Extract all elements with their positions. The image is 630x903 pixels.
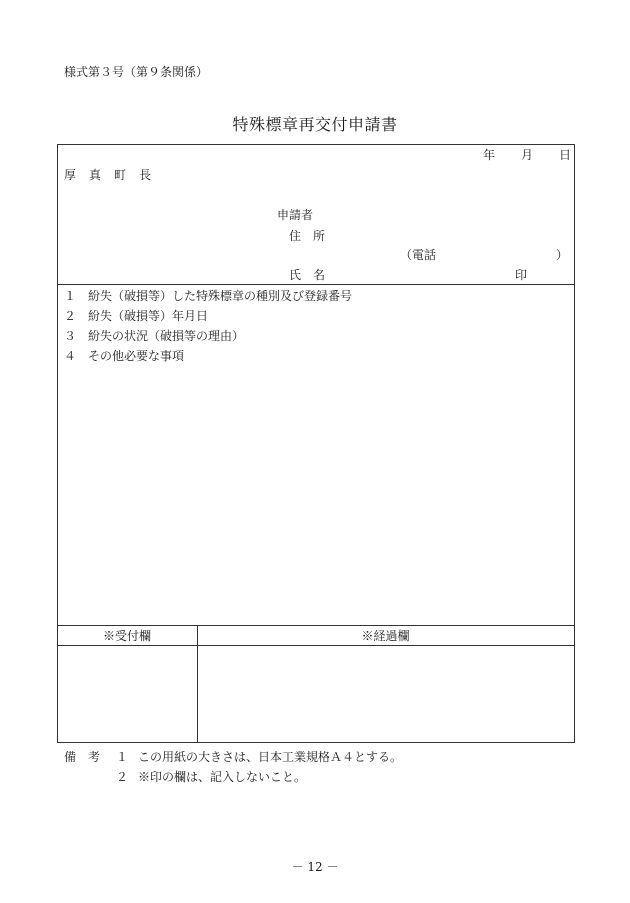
list-item bbox=[64, 310, 208, 322]
document-title: 特殊標章再交付申請書 bbox=[232, 115, 398, 134]
address-label: 住 所 bbox=[289, 229, 326, 243]
list-item bbox=[64, 330, 244, 342]
month-label: 月 bbox=[521, 148, 534, 162]
list-item bbox=[64, 290, 352, 302]
item-number: ３ bbox=[64, 329, 77, 343]
item-text: その他必要な事項 bbox=[88, 349, 185, 363]
phone-label: （電話 bbox=[400, 248, 437, 262]
progress-column-header: ※経過欄 bbox=[361, 629, 410, 643]
page-number: － 12 － bbox=[291, 860, 339, 874]
list-item bbox=[64, 350, 184, 362]
phone-close-paren: ） bbox=[556, 248, 569, 262]
remark-text: ※印の欄は、記入しないこと。 bbox=[138, 770, 307, 784]
addressee: 厚 真 町 長 bbox=[64, 168, 152, 182]
section-divider bbox=[58, 625, 574, 626]
section-divider bbox=[58, 645, 574, 646]
item-text: 紛失（破損等）年月日 bbox=[88, 309, 209, 323]
item-text: 紛失の状況（破損等の理由） bbox=[88, 329, 245, 343]
form-number: 様式第３号（第９条関係） bbox=[64, 65, 209, 79]
year-label: 年 bbox=[483, 148, 496, 162]
remarks-label: 備 考 bbox=[64, 750, 101, 764]
item-number: ４ bbox=[64, 349, 77, 363]
column-divider bbox=[197, 625, 198, 743]
reception-column-header: ※受付欄 bbox=[102, 629, 151, 643]
item-number: １ bbox=[64, 289, 77, 303]
item-number: ２ bbox=[64, 309, 77, 323]
name-label: 氏 名 bbox=[289, 268, 326, 282]
remark-number: ２ bbox=[116, 770, 129, 784]
item-text: 紛失（破損等）した特殊標章の種別及び登録番号 bbox=[88, 289, 353, 303]
day-label: 日 bbox=[559, 148, 572, 162]
section-divider bbox=[58, 284, 574, 285]
remark-text: この用紙の大きさは、日本工業規格Ａ４とする。 bbox=[138, 750, 403, 764]
remark-number: １ bbox=[116, 750, 129, 764]
seal-label: 印 bbox=[515, 268, 528, 282]
applicant-label: 申請者 bbox=[277, 208, 314, 222]
